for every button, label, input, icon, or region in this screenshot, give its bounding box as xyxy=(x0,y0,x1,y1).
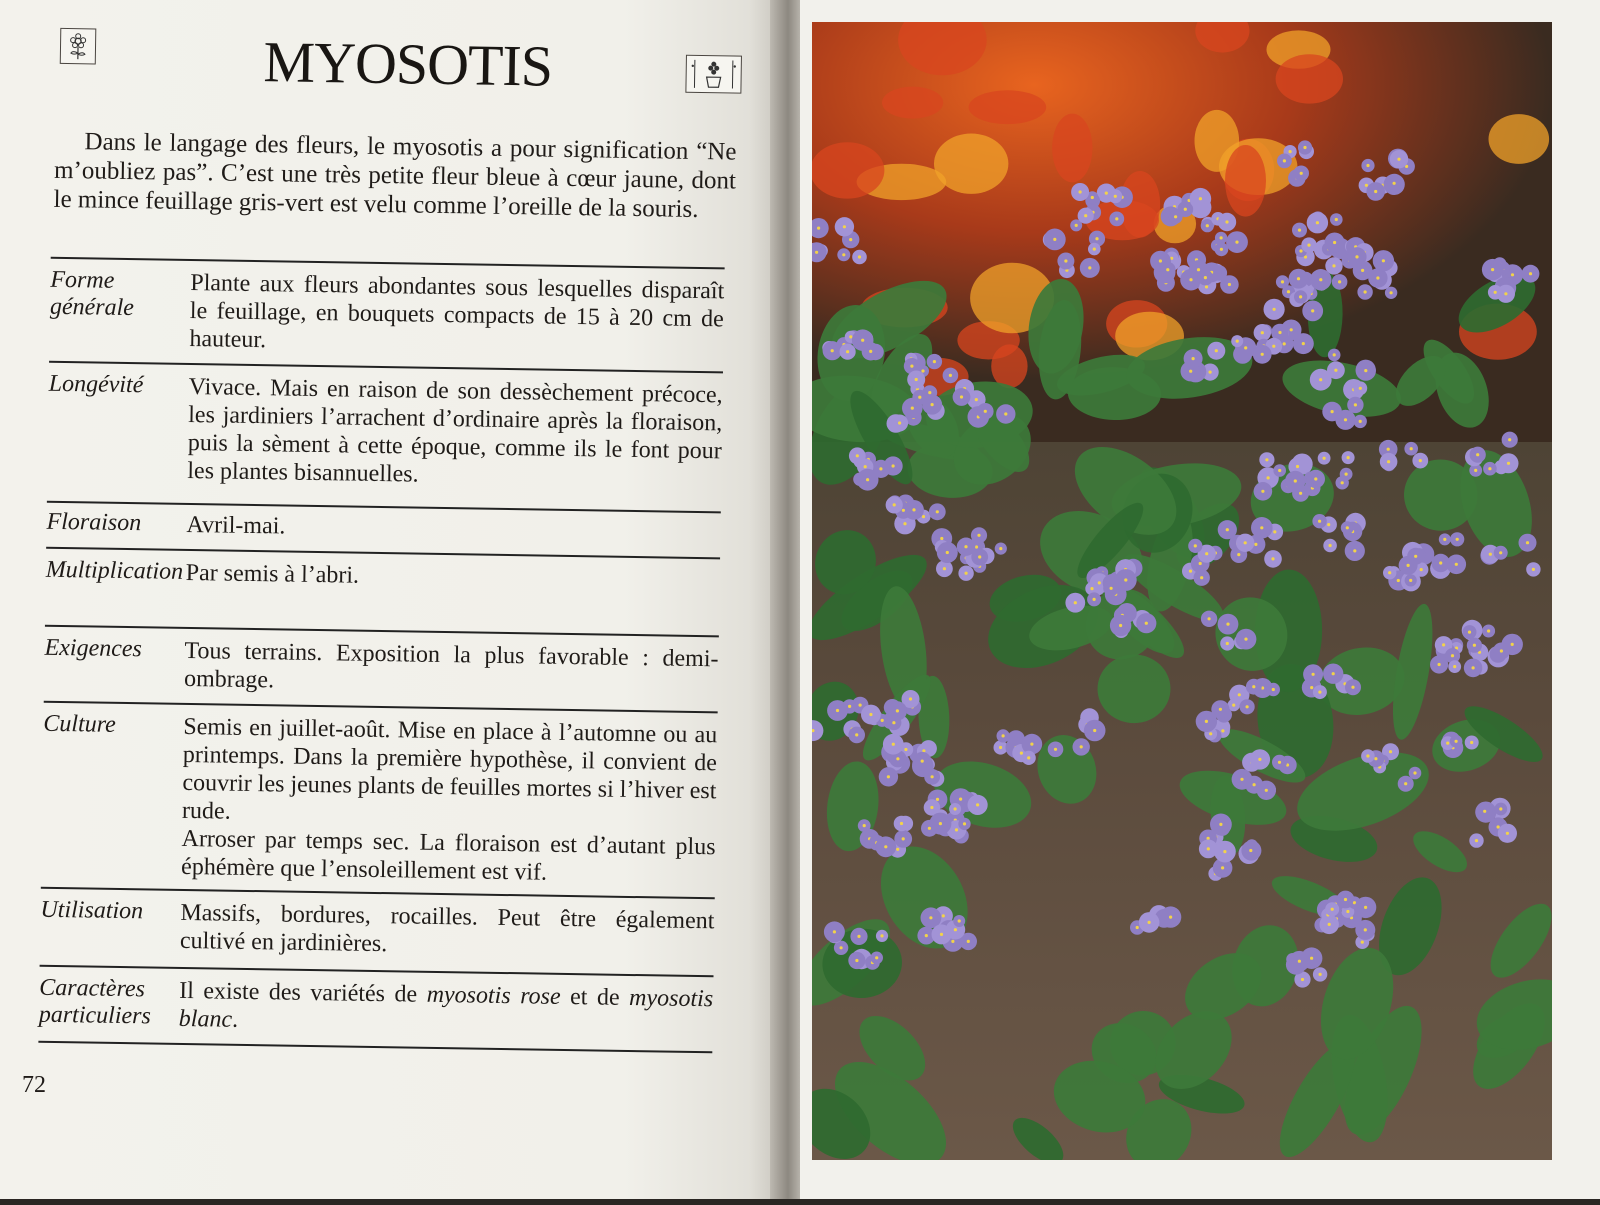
row-label: Multiplication xyxy=(46,557,136,585)
background-bloom xyxy=(812,142,884,198)
row-value-text: . xyxy=(232,1007,238,1033)
background-bloom xyxy=(1489,114,1550,164)
table-row xyxy=(45,557,720,628)
background-bloom xyxy=(969,90,1047,124)
background-bloom xyxy=(1276,54,1343,103)
left-page-content xyxy=(0,0,789,1205)
row-value xyxy=(179,977,714,1041)
row-value-italic: myosotis blanc xyxy=(179,985,714,1033)
table-row xyxy=(47,371,723,502)
flower-icon xyxy=(60,28,97,65)
table-row xyxy=(40,897,715,968)
row-label: Caractères particuliers xyxy=(39,975,165,1031)
row-value-text: Il existe des variétés de xyxy=(179,978,427,1008)
row-value: Plante aux fleurs abondantes sous lesquelles disparaît le feuillage, en bouquets compacts de 15 à 20 cm de hauteur. xyxy=(189,269,724,361)
row-value-italic: myosotis rose xyxy=(426,982,560,1010)
row-value: Avril-mai. xyxy=(186,511,720,547)
row-label: Floraison xyxy=(46,509,186,538)
row-label: Culture xyxy=(43,711,183,740)
row-value: Massifs, bordures, rocailles. Peut être également cultivé en jardinières. xyxy=(180,899,715,963)
table-row xyxy=(39,975,714,1046)
left-page xyxy=(0,0,780,1199)
background-bloom xyxy=(1225,145,1266,217)
row-value: Vivace. Mais en raison de son dessèchement précoce, les jardiniers l’arrachent d’ordinaire après la floraison, puis la sèment à cette époque, comme ils le font pour les plantes bisannuelles. xyxy=(187,373,723,493)
myosotis-photo xyxy=(812,22,1552,1160)
table-row xyxy=(44,635,719,706)
background-bloom xyxy=(991,344,1027,388)
row-value-group xyxy=(181,713,718,889)
table-row xyxy=(46,509,720,554)
page-number: 72 xyxy=(22,1072,46,1099)
row-value: Semis en juillet-août. Mise en place à l’automne ou au printemps. Dans la première hypothèse, il convient de couvrir les jeunes plants de feuilles mortes si l’hiver est rude. xyxy=(182,713,718,833)
row-label: Exigences xyxy=(44,635,184,664)
table-row xyxy=(41,711,718,892)
row-label: Utilisation xyxy=(40,897,180,926)
row-value: Tous terrains. Exposition la plus favorable : demi-ombrage. xyxy=(184,637,719,701)
row-label: Longévité xyxy=(49,371,189,400)
row-value: Par semis à l’abri. xyxy=(186,559,720,595)
background-bloom xyxy=(1052,114,1092,183)
background-bloom xyxy=(882,87,943,119)
intro-paragraph: Dans le langage des fleurs, le myosotis a pour signification “Ne m’oubliez pas”. C’est une très petite fleur bleue à cœur jaune, dont le mince feuillage gris-vert est velu comme l’oreille de la souris. xyxy=(53,127,736,225)
background-bloom xyxy=(934,134,1008,194)
flower-pot-icon xyxy=(685,55,742,94)
row-value-text: et de xyxy=(560,984,629,1011)
row-value-continued: Arroser par temps sec. La floraison est d’autant plus éphémère que l’ensoleillement est vif. xyxy=(181,825,716,889)
table-row xyxy=(49,267,724,368)
row-label: Forme générale xyxy=(50,267,161,323)
page-title: MYOSOTIS xyxy=(247,28,568,100)
